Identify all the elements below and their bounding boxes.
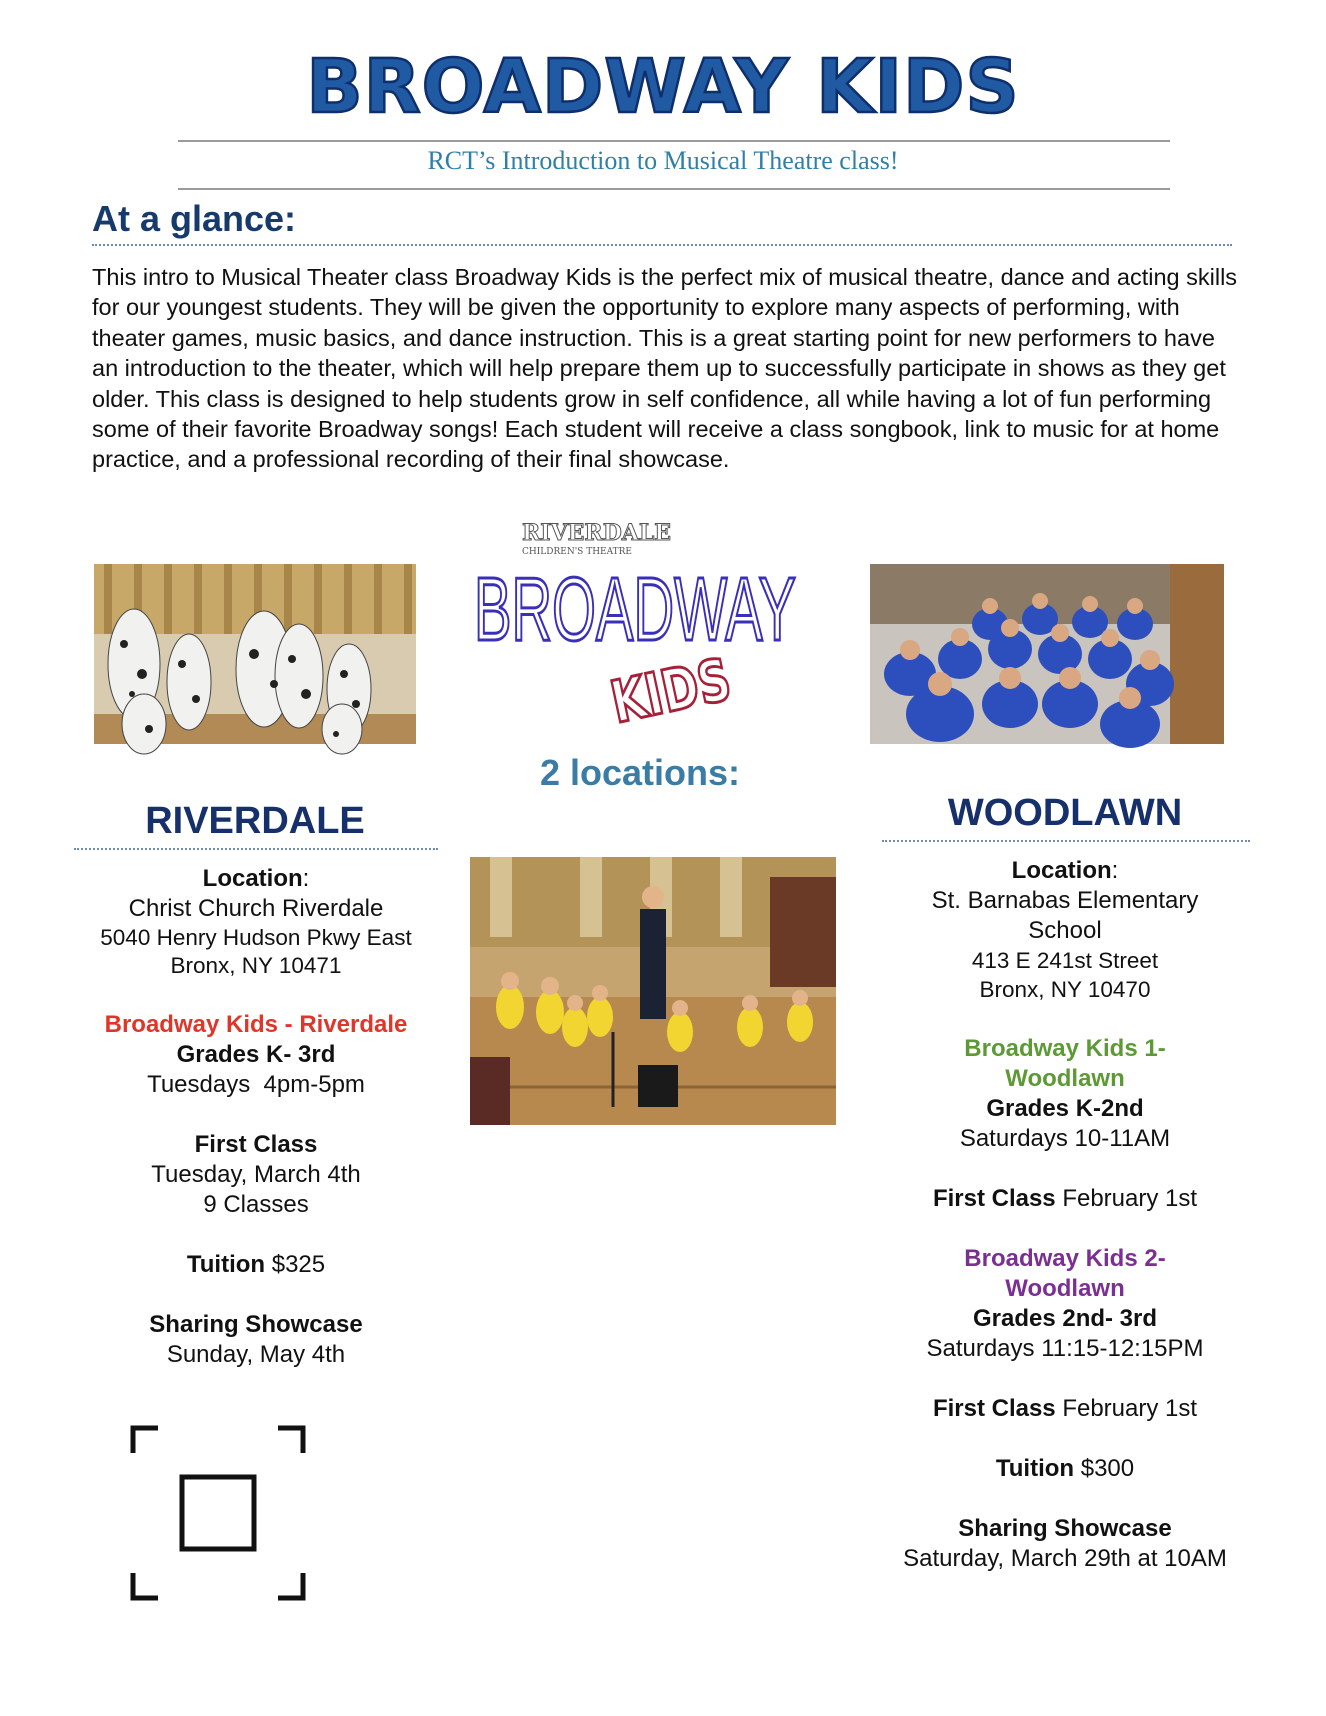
woodlawn-address-line2: 413 E 241st Street bbox=[971, 948, 1159, 973]
riverdale-schedule: Tuesdays 4pm-5pm bbox=[147, 1071, 365, 1098]
riverdale-class-name: Broadway Kids - Riverdale bbox=[104, 1011, 408, 1038]
woodlawn-class2-name-line2: Woodlawn bbox=[1005, 1275, 1125, 1302]
glance-divider bbox=[92, 244, 1232, 246]
riverdale-heading: RIVERDALE bbox=[145, 800, 365, 842]
riverdale-first-class-label: First Class bbox=[194, 1131, 318, 1158]
locations-heading: 2 locations: bbox=[540, 752, 741, 793]
riverdale-address-line2: 5040 Henry Hudson Pkwy East bbox=[100, 925, 412, 950]
riverdale-location-label: Location bbox=[202, 865, 303, 892]
riverdale-grades: Grades K- 3rd bbox=[176, 1041, 336, 1068]
woodlawn-class2-grades: Grades 2nd- 3rd bbox=[972, 1305, 1158, 1332]
riverdale-divider bbox=[74, 848, 438, 850]
woodlawn-divider bbox=[882, 840, 1250, 842]
woodlawn-showcase-date: Saturday, March 29th at 10AM bbox=[903, 1545, 1227, 1572]
photo-dance-class bbox=[470, 857, 836, 1125]
qr-scan-icon bbox=[130, 1425, 306, 1601]
riverdale-showcase-label: Sharing Showcase bbox=[149, 1311, 363, 1338]
woodlawn-class2-name-line1: Broadway Kids 2- bbox=[964, 1245, 1166, 1272]
glance-heading: At a glance: bbox=[92, 198, 297, 239]
page-title: BROADWAY KIDS bbox=[306, 44, 1020, 130]
page-subtitle: RCT’s Introduction to Musical Theatre class! bbox=[427, 146, 899, 175]
riverdale-tuition-label: Tuition bbox=[186, 1251, 266, 1278]
riverdale-showcase-date: Sunday, May 4th bbox=[166, 1341, 346, 1368]
woodlawn-class1-name-line1: Broadway Kids 1- bbox=[964, 1035, 1166, 1062]
broadway-kids-logo bbox=[460, 518, 810, 740]
woodlawn-location-label: Location bbox=[1011, 857, 1112, 884]
title-divider-top bbox=[178, 140, 1170, 142]
woodlawn-class2-schedule: Saturdays 11:15-12:15PM bbox=[926, 1335, 1204, 1362]
woodlawn-details: Location: St. Barnabas Elementary School 413 E 241st Street Bronx, NY 10470 Broadway Kids 1- Woodlawn Grades K-2nd Saturdays 10-11AM First Class February 1st Broadway Kids 2- Woodlawn Grades 2nd- 3rd Saturdays 11:15-12:15PM First Class February 1st Tuition $300 Sharing Showcase Saturday, March 29th at 10AM bbox=[880, 856, 1250, 1574]
logo-word-kids: KIDS bbox=[605, 637, 773, 737]
woodlawn-heading: WOODLAWN bbox=[947, 792, 1183, 834]
woodlawn-class1-first-label: First Class bbox=[932, 1185, 1056, 1212]
photo-dalmatian-kids bbox=[94, 564, 416, 744]
woodlawn-address-line3: Bronx, NY 10470 bbox=[979, 977, 1151, 1002]
glance-body: This intro to Musical Theater class Broadway Kids is the perfect mix of musical theatre, dance and acting skills for our youngest students. They will be given the opportunity to explore many aspects of performing, with theater games, music basics, and dance instruction. This is a great starting point for new performers to have an introduction to the theater, which will help prepare them up to successfully participate in shows as they get older. This class is designed to help students grow in self confidence, all while having a lot of fun performing some of their favorite Broadway songs! Each student will receive a class songbook, link to music for at home practice, and a professional recording of their final showcase. bbox=[92, 264, 1238, 473]
riverdale-address-line1: Christ Church Riverdale bbox=[128, 895, 384, 922]
woodlawn-class1-schedule: Saturdays 10-11AM bbox=[959, 1125, 1171, 1152]
woodlawn-class1-first-date: February 1st bbox=[1062, 1185, 1198, 1212]
logo-org-line2: CHILDREN'S THEATRE bbox=[522, 547, 632, 557]
riverdale-details: Location: Christ Church Riverdale 5040 Henry Hudson Pkwy East Bronx, NY 10471 Broadway Kids - Riverdale Grades K- 3rd Tuesdays 4pm-5pm First Class Tuesday, March 4th 9 Classes Tuition $325 Sharing Showcase Sunday, May 4th bbox=[74, 864, 438, 1370]
logo-org-line1: RIVERDALE bbox=[522, 520, 672, 546]
logo-word-broadway: BROADWAY bbox=[474, 560, 796, 660]
woodlawn-tuition-value: $300 bbox=[1080, 1455, 1135, 1482]
woodlawn-class1-name-line2: Woodlawn bbox=[1005, 1065, 1125, 1092]
title-divider-bottom bbox=[178, 188, 1170, 190]
riverdale-tuition-value: $325 bbox=[271, 1251, 326, 1278]
woodlawn-class2-first-label: First Class bbox=[932, 1395, 1056, 1422]
riverdale-first-class-date: Tuesday, March 4th bbox=[151, 1161, 361, 1188]
woodlawn-tuition-label: Tuition bbox=[995, 1455, 1075, 1482]
woodlawn-class2-first-date: February 1st bbox=[1062, 1395, 1198, 1422]
woodlawn-address-line1: St. Barnabas Elementary bbox=[931, 887, 1199, 914]
woodlawn-class1-grades: Grades K-2nd bbox=[986, 1095, 1144, 1122]
riverdale-address-line3: Bronx, NY 10471 bbox=[170, 953, 342, 978]
riverdale-class-count: 9 Classes bbox=[203, 1191, 309, 1218]
photo-kids-blue-shirts bbox=[870, 564, 1224, 744]
woodlawn-showcase-label: Sharing Showcase bbox=[958, 1515, 1172, 1542]
woodlawn-address-line1b: School bbox=[1028, 917, 1102, 944]
